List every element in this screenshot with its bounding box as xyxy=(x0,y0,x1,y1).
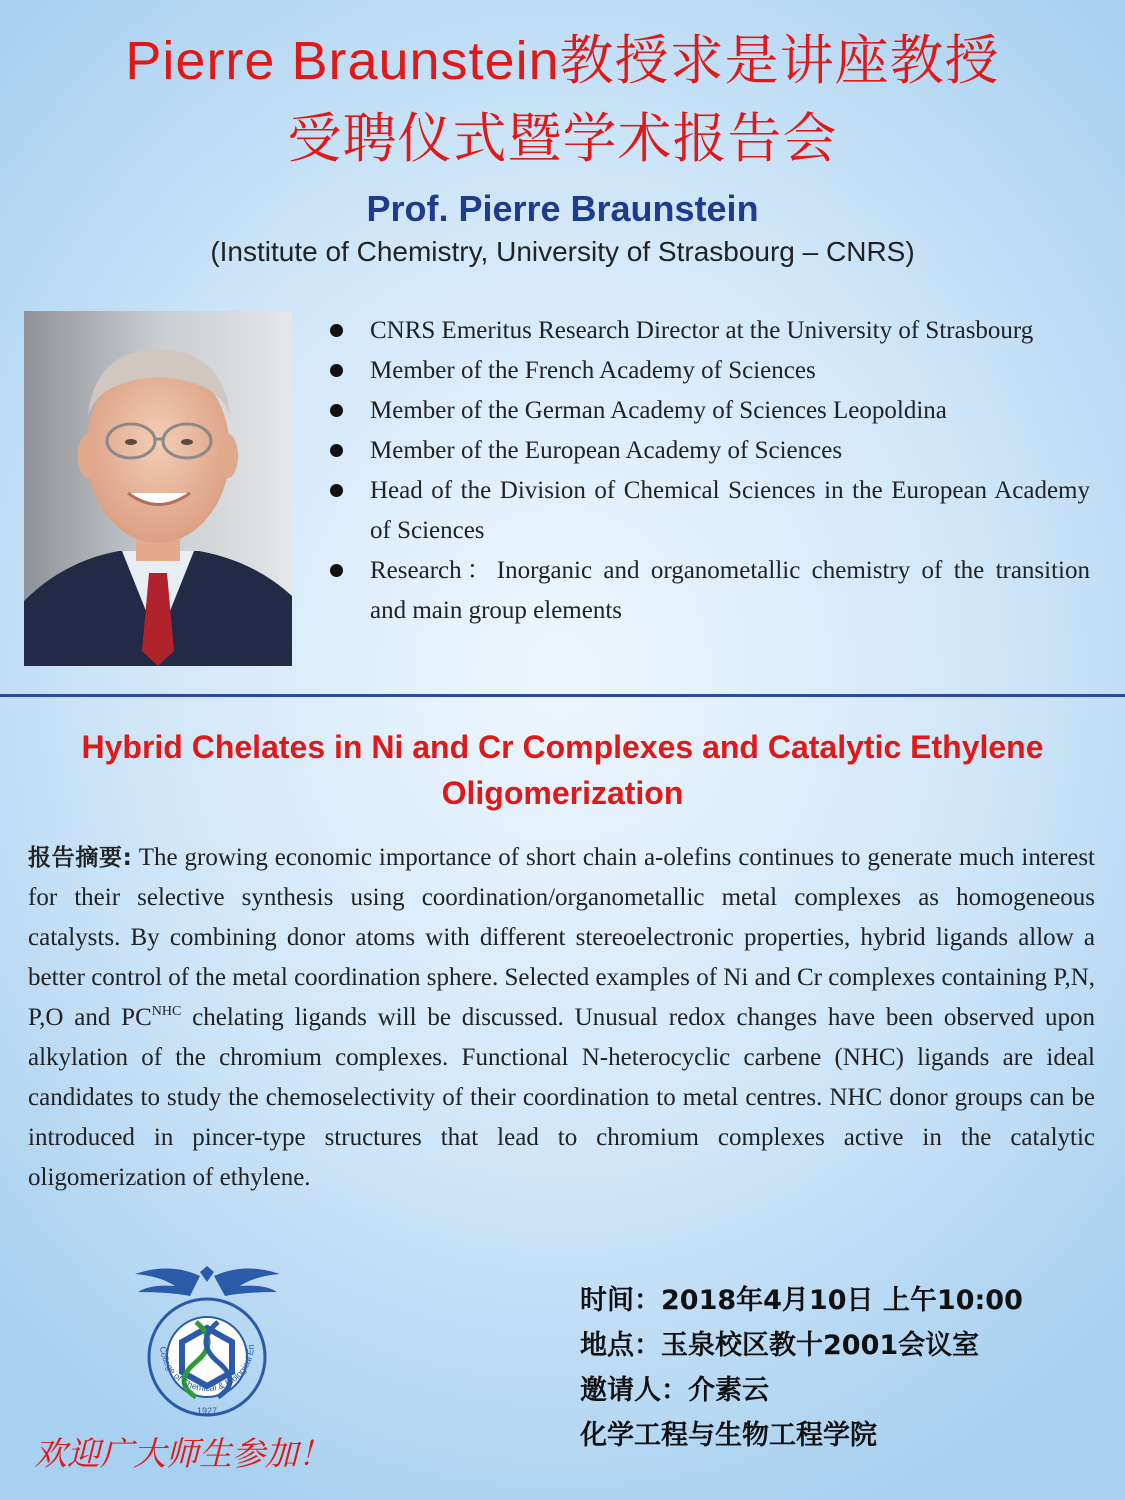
speaker-bio-list xyxy=(330,311,1090,631)
event-college: 化学工程与生物工程学院 xyxy=(580,1420,877,1451)
talk-title: Hybrid Chelates in Ni and Cr Complexes and Catalytic Ethylene Oligomerization xyxy=(81,729,1044,811)
speaker-affiliation: (Institute of Chemistry, University of Strasbourg – CNRS) xyxy=(210,236,915,267)
abstract xyxy=(28,838,1095,1198)
logo-year: 1927 xyxy=(196,1406,218,1416)
speaker-photo xyxy=(24,311,292,666)
abstract-superscript: NHC xyxy=(151,1004,182,1019)
bio-item: Member of the European Academy of Sciences xyxy=(330,431,1090,471)
speaker-name: Prof. Pierre Braunstein xyxy=(366,188,759,229)
event-place: 地点：玉泉校区教十2001会议室 xyxy=(580,1330,980,1361)
poster-title-line1: Pierre Braunstein教授求是讲座教授 xyxy=(125,31,1000,91)
bio-item: Research：Inorganic and organometallic chemistry of the transition and main group elements xyxy=(330,551,1090,631)
bio-item: CNRS Emeritus Research Director at the University of Strasbourg xyxy=(330,311,1090,351)
college-logo xyxy=(130,1262,285,1424)
section-divider xyxy=(0,694,1125,697)
abstract-label: 报告摘要: xyxy=(28,845,132,871)
welcome-text: 欢迎广大师生参加！ xyxy=(34,1434,331,1473)
bio-item: Member of the French Academy of Sciences xyxy=(330,351,1090,391)
event-inviter: 邀请人：介素云 xyxy=(580,1375,769,1406)
bio-item: Member of the German Academy of Sciences Leopoldina xyxy=(330,391,1090,431)
poster-title-line2: 受聘仪式暨学术报告会 xyxy=(287,109,838,169)
bio-item: Head of the Division of Chemical Sciences in the European Academy of Sciences xyxy=(330,471,1090,551)
logo-ring-text: College of Chemical & Biological En xyxy=(157,1344,257,1394)
abstract-text-a: The growing economic importance of short chain a-olefins continues to generate much interest for their selective synthesis using coordination/organometallic metal complexes as homogeneous catalysts. By combining donor atoms with different stereoelectronic properties, hybrid ligands allow a better control of the metal coordination sphere. Selected examples of Ni and Cr complexes containing P,N, P,O and PC xyxy=(28,844,1096,1031)
event-info xyxy=(580,1278,1100,1458)
event-time: 时间：2018年4月10日 上午10:00 xyxy=(580,1285,1023,1316)
abstract-text-b: chelating ligands will be discussed. Unusual redox changes have been observed upon alkylation of the chromium complexes. Functional N-heterocyclic carbene (NHC) ligands are ideal candidates to study the chemoselectivity of their coordination to metal centres. NHC donor groups can be introduced in pincer-type structures that lead to chromium complexes active in the catalytic oligomerization of ethylene. xyxy=(28,1004,1095,1191)
